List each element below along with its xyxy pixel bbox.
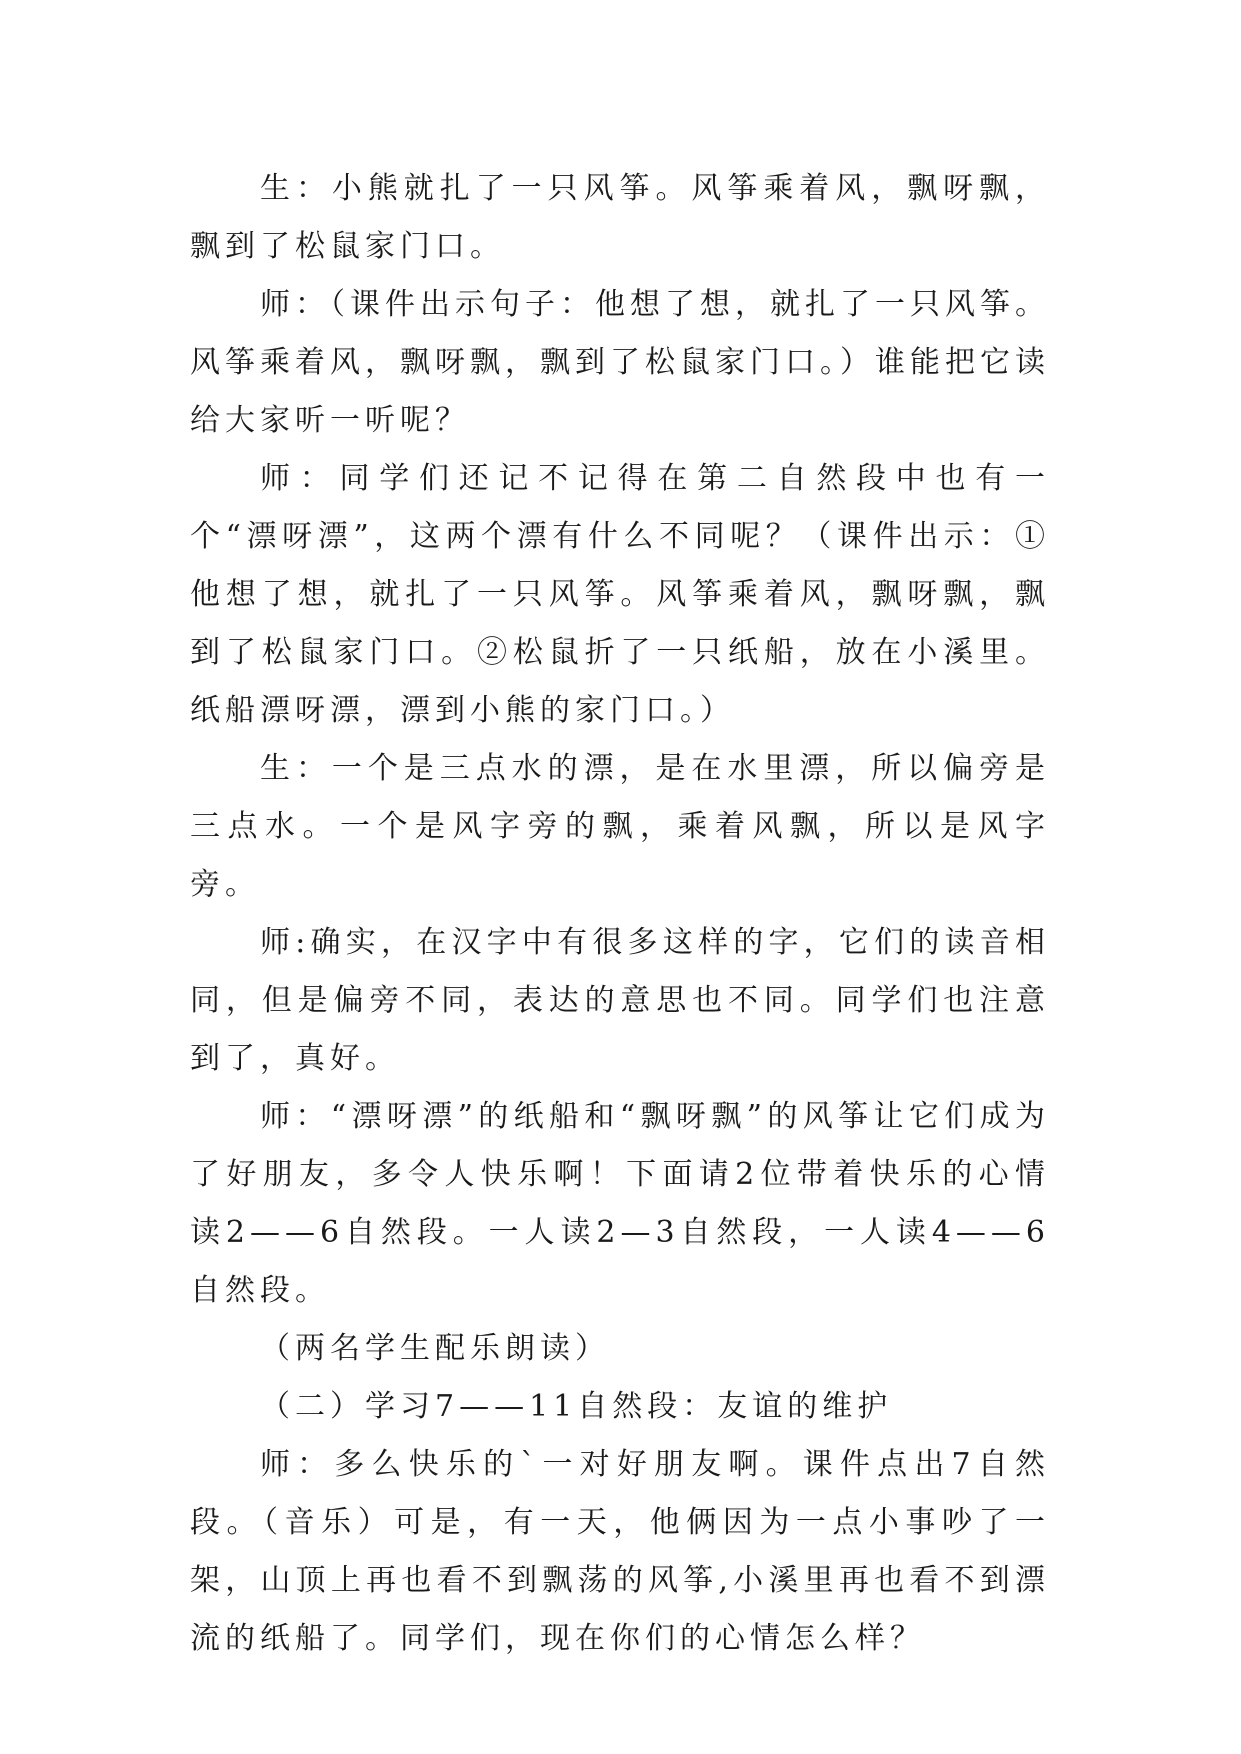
paragraph-teacher-confirm: 师:确实，在汉字中有很多这样的字，它们的读音相同，但是偏旁不同，表达的意思也不同。同学们也注意到了，真好。 [190, 925, 1050, 1076]
paragraph-teacher-sentence: 师：（课件出示句子：他想了想，就扎了一只风筝。风筝乘着风，飘呀飘，飘到了松鼠家门口。）谁能把它读给大家听一听呢？ [190, 287, 1050, 438]
paragraph-teacher-friendship: 师：多么快乐的`一对好朋友啊。课件点出7自然段。（音乐）可是，有一天，他俩因为一点小事吵了一架，山顶上再也看不到飘荡的风筝,小溪里再也看不到漂流的纸船了。同学们，现在你们的心情怎么样？ [190, 1447, 1050, 1656]
paragraph-student-answer-1: 生：小熊就扎了一只风筝。风筝乘着风，飘呀飘，飘到了松鼠家门口。 [190, 171, 1050, 264]
paragraph-reading-note: （两名学生配乐朗读） [260, 1331, 610, 1366]
document-body [190, 160, 1050, 1668]
paragraph-teacher-compare: 师：同学们还记不记得在第二自然段中也有一个“漂呀漂”，这两个漂有什么不同呢？（课件出示：①他想了想，就扎了一只风筝。风筝乘着风，飘呀飘，飘到了松鼠家门口。②松鼠折了一只纸船，放在小溪里。纸船漂呀漂，漂到小熊的家门口。） [190, 461, 1050, 728]
section-heading: （二）学习7——11自然段：友谊的维护 [260, 1389, 893, 1424]
paragraph-student-answer-2: 生：一个是三点水的漂，是在水里漂，所以偏旁是三点水。一个是风字旁的飘，乘着风飘，所以是风字旁。 [190, 751, 1050, 902]
paragraph-teacher-reading: 师：“漂呀漂”的纸船和“飘呀飘”的风筝让它们成为了好朋友，多令人快乐啊！下面请2位带着快乐的心情读2——6自然段。一人读2—3自然段，一人读4——6自然段。 [190, 1099, 1050, 1308]
